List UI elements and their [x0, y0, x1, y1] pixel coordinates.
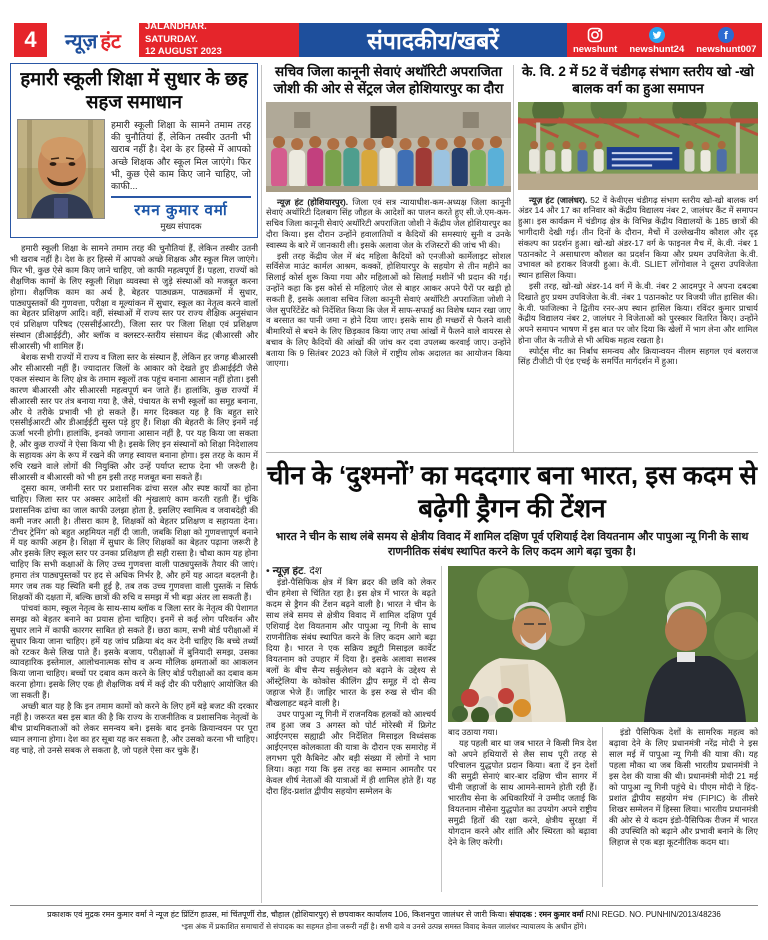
china-paragraph: बाद उठाया गया।	[448, 727, 498, 737]
jail-dateline: न्यूज़ हंट (होशियारपुर).	[277, 196, 349, 207]
jail-paragraph: इसी तरह केंद्रीय जेल में बंद महिला कैदियों को एनजीओ कार्मेलाइट सोशल सर्विसेज माउंट कार्मल आश्रम, कक्कों, होशियारपुर के सहयोग से तीन महीने का सिलाई कोर्स शुरू किया गया और महिलाओं को सिलाई मशीनें भी प्रदान की गई। उन्होंने कहा कि इस कोर्स से महिलाएं जेल से बाहर आकर अपने पैरों पर खड़ी हो सकती हैं, इसके अलावा सचिव जिला कानूनी सेवाएं अथॉरिटी अपराजिता जोशी ने जेल सुपरिंटेंडेंट को निर्देशित किया कि जेल में साफ-सफाई का विशेष ध्यान रखा जाए व बरसात का पानी जमा न होने दिया जाए। इसके साथ ही मच्छरों से फैलने वाली बीमारियों से बचने के लिए छिड़काव किया जाए तथा आंखों में फैलने वाले वायरस से बचाव के लिए कैदियों की आंखों की जांच कर दवा उपलब्ध करवाई जाए। उन्होंने बताया कि 9 सितंबर 2023 को जिले में राष्ट्रीय लोक अदालत का आयोजन किया जाएगा।	[266, 250, 511, 369]
china-paragraph: यह पहली बार था जब भारत ने किसी मित्र देश को अपने हथियारों से लैस साथ पूरी तरह से परिचालन युद्धपोत प्रदान किया। बता दें इन देशों की समुद्री सेनाएं बार-बार दक्षिण चीन सागर में चीनी जहाजों के साथ आमने-सामने होती रही हैं। भारतीय सेना के अधिकारियों ने उम्मीद जताई कि वियतनाम नौसेना युद्धपोत का उपयोग अपने राष्ट्रीय समुद्री हितों की रक्षा करने, क्षेत्रीय सुरक्षा में योगदान करने और शांति और स्थिरता को बढ़ावा देने के लिए करेगी।	[448, 738, 597, 847]
khokho-dateline: न्यूज़ हंट (जालंधर).	[529, 194, 588, 205]
imprint-line2: *इस अंक में प्रकाशित समाचारों से संपादक का सहमत होना जरूरी नहीं है। सभी दावे व उनसे उत्पन्न समस्त विवाद केवल जालंधर न्यायालय के अधीन होंगे।	[181, 922, 587, 931]
modi-meeting-photo	[448, 566, 758, 722]
education-headline: हमारी स्कूली शिक्षा में सुधार के छह सहज समाधान	[20, 68, 248, 112]
education-paragraph: अच्छी बात यह है कि इन तमाम कामों को करने के लिए हमें बड़े बजट की दरकार नहीं है। जरूरत बस इस बात की है कि राज्य के राजनीतिक व प्रशासनिक नेतृत्वों के बीच प्राथमिकताओं को लेकर समन्वय बने। इसके बाद इनके क्रियान्वयन पर पूरा ध्यान लगाना होगा। देश का हर सूबा यह कर सकता है, और उसको करना भी चाहिए। वह चाहे, तो उनसे सबक ले सकता है, जो पहले ऐसा कर चुके हैं।	[10, 701, 258, 755]
education-intro: हमारी स्कूली शिक्षा के सामने तमाम तरह की चुनौतियां हैं, लेकिन तस्वीर उतनी भी खराब नहीं है। देश के हर हिस्से में आपको अच्छे शिक्षक और स्कूल मिल जाएंगे। फिर भी, कुछ ऐसे काम किए जाने चाहिए, जो काफी...	[111, 120, 251, 191]
article-jail-visit	[266, 63, 511, 447]
education-paragraph: दूसरा काम, जमीनी स्तर पर प्रशासनिक ढांचा सरल और स्पष्ट कार्यों का होना चाहिए। जिला स्तर पर अक्सर आदेशों की शृंखलाएं काम करती रहती हैं। चूंकि प्रशासनिक ढांचा का जाल काफी उलझा होता है, इसलिए स्वामित्व व जवाबदेही की कमी नजर आती है। तीसरा काम है, शिक्षकों को बेहतर प्रशिक्षण व सहायता देना। ‘टीचर ट्रेनिंग’ को बहुत अहमियत नहीं दी जाती, जबकि शिक्षा को गुणवत्तापूर्ण बनाने में यह काफी अहम है। शिक्षा में सुधार के लिए शिक्षकों का बेहतर पढ़ाना जरूरी है और इसके लिए स्कूल स्तर पर उनका प्रशिक्षण ही सही रास्ता है। चौथा काम यह होना चाहिए कि सभी कक्षाओं के लिए उच्च गुणवत्ता वाली पाठ्यपुस्तकें तैयार की जाएं। हमारा तंत्र पाठ्यपुस्तकों पर हद से अधिक निर्भर है, और हमें यह आदत बदलनी है। मगर जब तक यह स्थिति बनी हुई है, तब तक उच्च गुणवत्ता वाली पुस्तकें न सिर्फ शिक्षकों की दक्षता में, बल्कि छात्रों की रुचि व समझ में भी बड़ा अंतर ला सकती हैं।	[10, 482, 258, 602]
imprint-footer	[10, 905, 758, 932]
education-paragraph: हमारी स्कूली शिक्षा के सामने तमाम तरह की चुनौतियां हैं, लेकिन तस्वीर उतनी भी खराब नहीं है। देश के हर हिस्से में आपको अच्छे शिक्षक और स्कूल मिल जाएंगे। फिर भी, कुछ ऐसे काम किए जाने चाहिए, जो काफी महत्वपूर्ण हैं। पहला, राज्यों को शैक्षणिक कामों के लिए स्कूली शिक्षा व्यवस्था से जुड़े संस्थाओं को मजबूत करना होगा। शैक्षणिक काम का अर्थ है, बेहतर पाठ्यक्रम, पाठ्यक्रमों में सुधार, पाठ्यपुस्तकों की गुणवत्ता, परीक्षा व मूल्यांकन में सुधार, स्कूल का नेतृत्व करने वालों का बेहतर प्रशिक्षण आदि। वहीं, संस्थाओं में राज्य स्तर पर राज्य शैक्षिक अनुसंधान एवं प्रशिक्षण परिषद (एससीईआरटी), जिला स्तर पर जिला शिक्षा एवं प्रशिक्षण संस्थान (डीआईईटी), और ब्लॉक व क्लस्टर-स्तरीय संसाधन केंद्र (बीआरसी और सीआरसी) भी शामिल हैं।	[10, 242, 258, 352]
dateline-city-day: JALANDHAR. SATURDAY.	[145, 21, 207, 45]
instagram-handle: newshunt	[573, 43, 618, 55]
column-divider	[261, 65, 262, 903]
facebook-icon	[718, 27, 734, 43]
khokho-photo	[518, 102, 758, 190]
masthead-red-bar	[139, 23, 762, 57]
article-khokho	[518, 63, 758, 447]
imprint-editor: संपादक : रमन कुमार वर्मा	[509, 910, 584, 919]
facebook-handle: newshunt007	[696, 43, 757, 55]
jail-paragraph	[266, 197, 511, 251]
author-title: मुख्य संपादक	[160, 220, 202, 231]
education-paragraph: बेशक सभी राज्यों में राज्य व जिला स्तर के संस्थान हैं, लेकिन हर जगह बीआरसी और सीआरसी नहीं हैं। ज्यादातर जिलों के आकार को देखते हुए डीआईईटी जैसे एकल संस्थान के लिए क्षेत्र के तमाम स्कूलों तक पहुंच बनाना आसान नहीं होता। इसी कारण बीआरसी और सीआरसी महत्वपूर्ण बन जाते हैं। हालांकि, कुछ राज्यों में सीआरसी स्तर पर तंत्र बनाया गया है, जैसे, पंचायत के सभी स्कूलों का समूह बनाना, और ये तरीके प्रभावी भी हो सकते हैं। मगर दिक्कत यह है कि बहुत सारे एससीईआरटी और डीआईईटी सुस्त पड़े हुए हैं। शिक्षा की बेहतरी के लिए इनमें नई ऊर्जा भरनी होगी। हालांकि, इनको जगाना आसान नहीं है, पर यह किया जा सकता है, और कुछ राज्यों ने ऐसा किया भी है। इसके लिए इन संस्थानों को शिक्षा निदेशालय के सहायक अंग के रूप में रखने की जगह स्वायत्त बनाना होगा। इस तरह के काम में रुचि रखने वाले लोगों की नियुक्ति और उन्हें पर्याप्त स्टाफ देना भी जरूरी है। सीआरसी व बीआरसी को भी हम इसी तरह मजबूत बना सकते हैं।	[10, 352, 258, 482]
svg-text:f: f	[724, 29, 729, 42]
masthead	[14, 21, 757, 58]
jail-headline: सचिव जिला कानूनी सेवाएं अथॉरिटी अपराजिता जोशी की ओर से सेंट्रल जेल होशियारपुर का दौरा	[273, 64, 504, 97]
social-facebook[interactable]	[696, 27, 756, 55]
china-middle-column	[448, 727, 603, 887]
khokho-paragraph: स्पोर्ट्स मीट का निर्बाध समन्वय और क्रियान्वयन नीलम सहगल एवं बलराज सिंह टीजीटी पी एंड एचई के समर्पित मार्गदर्शन में हुआ।	[518, 345, 758, 367]
author-photo	[17, 119, 105, 219]
instagram-icon	[587, 27, 603, 43]
social-twitter[interactable]	[629, 27, 684, 55]
khokho-paragraph-text: 52 वें केवीएस चंडीगढ़ संभाग स्तरीय खो-खो बालक वर्ग अंडर 14 और 17 का शनिवार को केंद्रीय विद्यालय नंबर 2, जालंधर कैंट में समापन हुआ। इस कार्यक्रम में चंडीगढ़ क्षेत्र के विभिन्न केंद्रीय विद्यालयों के 185 छात्रों की भागीदारी देखी गई। तीन दिनों के दौरान, मैचों में उल्लेखनीय कौशल और दृढ़ संकल्प का प्रदर्शन हुआ। खो-खो अंडर-17 वर्ग के फाइनल मैच में, के.वी. नंबर 1 पठानकोट ने असाधारण कौशल का प्रदर्शन किया और प्रथम उपविजेता के.वी. उभावल को हराकर विजयी हुआ। के.वी. SLIET लोंगोवाल ने दूसरा उपविजेता स्थान हासिल किया।	[518, 194, 758, 281]
imprint-line1	[10, 909, 758, 920]
logo-word-hunt: हंट	[100, 30, 122, 53]
section-title: संपादकीय/खबरें	[299, 23, 567, 57]
khokho-headline: के. वि. 2 में 52 वें चंडीगढ़ संभाग स्तरीय खो -खो बालक वर्ग का हुआ समापन	[521, 64, 755, 97]
dateline-date: 12 AUGUST 2023	[145, 46, 222, 58]
khokho-paragraph	[518, 195, 758, 281]
khokho-paragraph: इसी तरह, खो-खो अंडर-14 वर्ग में के.वी. नंबर 2 आदमपुर ने अपना दबदबा दिखाते हुए प्रथम उपविजेता के.वी. नंबर 1 पठानकोट पर विजयी जीत हासिल की। के.वी. फाजिल्का ने द्वितीय रनर-अप स्थान हासिल किया। रविंदर कुमार प्राचार्य केंद्रीय विद्यालय नंबर 2, जालंधर ने विजेताओं को पुरस्कार वितरित किए। उन्होंने अपने समापन भाषण में इस बात पर जोर दिया कि खेलों में भाग लेना और शामिल होना जीत के नतीजे से भी अधिक महत्व रखता है।	[518, 280, 758, 345]
china-byline	[266, 566, 436, 577]
author-name: रमन कुमार वर्मा	[134, 201, 228, 219]
china-left-column	[266, 566, 442, 892]
jail-visit-photo	[266, 102, 511, 192]
newspaper-logo	[47, 23, 139, 57]
author-name-block	[111, 196, 251, 232]
twitter-handle: newshunt24	[629, 43, 685, 55]
editorial-header-box	[10, 63, 258, 238]
page-number: 4	[14, 23, 47, 57]
china-headline: चीन के ‘दुश्मनों’ का मददगार बना भारत, इस कदम से बढ़ेगी ड्रैगन की टेंशन	[266, 460, 758, 523]
china-right-column	[603, 727, 758, 887]
twitter-icon	[649, 27, 665, 43]
education-paragraph: पांचवां काम, स्कूल नेतृत्व के साथ-साथ ब्लॉक व जिला स्तर के नेतृत्व की पेशागत समझ को बेहतर बनाने का प्रयास होना चाहिए। इनमें से कई लोग परिवर्तन और सुधार लाने में काफी कारगर साबित हो सकते हैं। छठा काम, सभी बोर्ड परीक्षाओं में सुधार किया जाना चाहिए। हमें यह जांच प्रक्रिया बंद कर देनी चाहिए कि बच्चे तथ्यों को रटकर कैसे लिख पाते हैं। इसके बजाय, परीक्षाओं में बुनियादी समझ, उसका व्यावहारिक इस्तेमाल, आलोचनात्मक सोच व अन्य मौलिक क्षमताओं का आकलन किया जाना चाहिए। बच्चों पर दबाव कम करने के लिए बोर्ड परीक्षाओं का दबाव कम करना होगा। इसके लिए एक ही शैक्षणिक वर्ष में कई दौर की परीक्षाएं आयोजित की जा सकती हैं।	[10, 602, 258, 701]
china-subhead: भारत ने चीन के साथ लंबे समय से क्षेत्रीय विवाद में शामिल दक्षिण पूर्व एशियाई देश वियतनाम और पापुआ न्यू गिनी के साथ राणनीतिक संबंध स्थापित करने के लिए कदम आगे बढ़ा चुका है।	[275, 531, 749, 558]
imprint-rni: RNI REGD. NO. PUNHIN/2013/48236	[583, 910, 721, 919]
logo-word-news: न्यूज़	[64, 30, 98, 53]
khokho-body	[518, 195, 758, 447]
china-paragraph: इंडो पैसिफिक देशों के सामरिक महत्व को बढ़ावा देने के लिए प्रधानमंत्री नरेंद्र मोदी ने इस साल मई में पापुआ न्यू गिनी की यात्रा की। यह पहला मौका था जब किसी भारतीय प्रधानमंत्री ने इस देश की यात्रा की थी। प्रधानमंत्री मोदी 21 मई को पापुआ न्यू गिनी पहुंचे थे। पीएम मोदी ने हिंद-प्रशांत द्वीपीय सहयोग मंच (FIPIC) के तीसरे शिखर सम्मेलन में हिस्सा लिया। भारतीय प्रधानमंत्री की ओर से ये कदम इंडो-पैसिफिक रीजन में भारत की उपस्थिति को बढ़ाने और प्रभावी बनाने के लिए लिहाज से एक बड़ा कूटनीतिक कदम था।	[609, 727, 758, 847]
china-paragraph: उधर पापुआ न्यू गिनी में राजनयिक हलकों को आश्चर्य तब हुआ जब 3 अगस्त को पोर्ट मोरेस्बी में फ्रिगेट आईएनएस सह्याद्री और निर्देशित मिसाइल विध्वंसक आईएनएस कोलकाता की यात्रा के दौरान एक समारोह में लगभग पूरी कैबिनेट और बड़ी संख्या में लोगों ने भाग लिया। कहा गया कि इस तरह का सम्मान आमतौर पर केवल शीर्ष नेताओं की यात्राओं में ही शामिल होते हैं। यह दौरा हिंद-प्रशांत द्वीपीय सहयोग सम्मेलन के	[266, 709, 436, 796]
dateline	[139, 23, 263, 57]
article-education	[10, 63, 258, 899]
jail-paragraph-text: जिला एवं सत्र न्यायाधीश-कम-अध्यक्ष जिला कानूनी सेवाएं अथॉरिटी दिलबाग सिंह जौहल के आदेशों का पालन करते हुए सी.जे.एम-कम-सचिव जिला कानूनी सेवाएं अथॉरिटी अपराजिता जोशी ने केंद्रीय जेल होशियारपुर का दौरा किया। इस दौरान उन्होंने हवालातियों व कैदियों की समस्याएं सुनी व उनके स्वास्थ्य के बारे में जानकारी ली। इसके अलावा जेल के रजिस्टरों की जांच भी की।	[266, 196, 511, 250]
education-body	[10, 243, 258, 899]
imprint-text: प्रकाशक एवं मुद्रक रमन कुमार वर्मा ने न्यूज हंट प्रिंटिंग हाउस, मां चिंतपूर्णी रोड, चौहाल (होशियारपुर) से छपवाकर कार्यालय 106, किशनपुरा जालंधर से जारी किया।	[47, 910, 510, 919]
byline-section: . देश	[303, 566, 322, 577]
column-divider	[513, 65, 514, 452]
article-china	[266, 452, 758, 892]
jail-body	[266, 197, 511, 447]
social-handles	[567, 23, 762, 57]
china-paragraph: इंडो-पैसिफिक क्षेत्र में बिग ब्रदर की छवि को लेकर चीन हमेशा से चिंतित रहा है। इस क्षेत्र में भारत के बढ़ते कदम से ड्रैगन की टेंशन बढ़ने वाली है। भारत ने चीन के साथ लंबे समय से क्षेत्रीय विवाद में शामिल दक्षिण पूर्व एशियाई देश वियतनाम और पापुआ न्यू गिनी के साथ राणनीतिक संबंध स्थापित करने के लिए कदम आगे बढ़ा दिया है। भारत ने एक सक्रिय ड्यूटी मिसाइल कार्वेट वियतनाम को उपहार में दिया है। इसके अलावा सशस्त्र बलों के बीच सैन्य सर्कुलेशन को बढ़ाने के उद्देश्य से ऑस्ट्रेलिया के कोकोस कीलिंग द्वीप समूह में दो सैन्य जहाज भेजे हैं। जाहिर भारत के इस रुख से चीन की बौखलाहट बढ़ने वाली है।	[266, 577, 436, 708]
byline-source: न्यूज़ हंट	[272, 566, 304, 577]
social-instagram[interactable]	[573, 27, 617, 55]
byline-bullet: •	[266, 566, 270, 577]
